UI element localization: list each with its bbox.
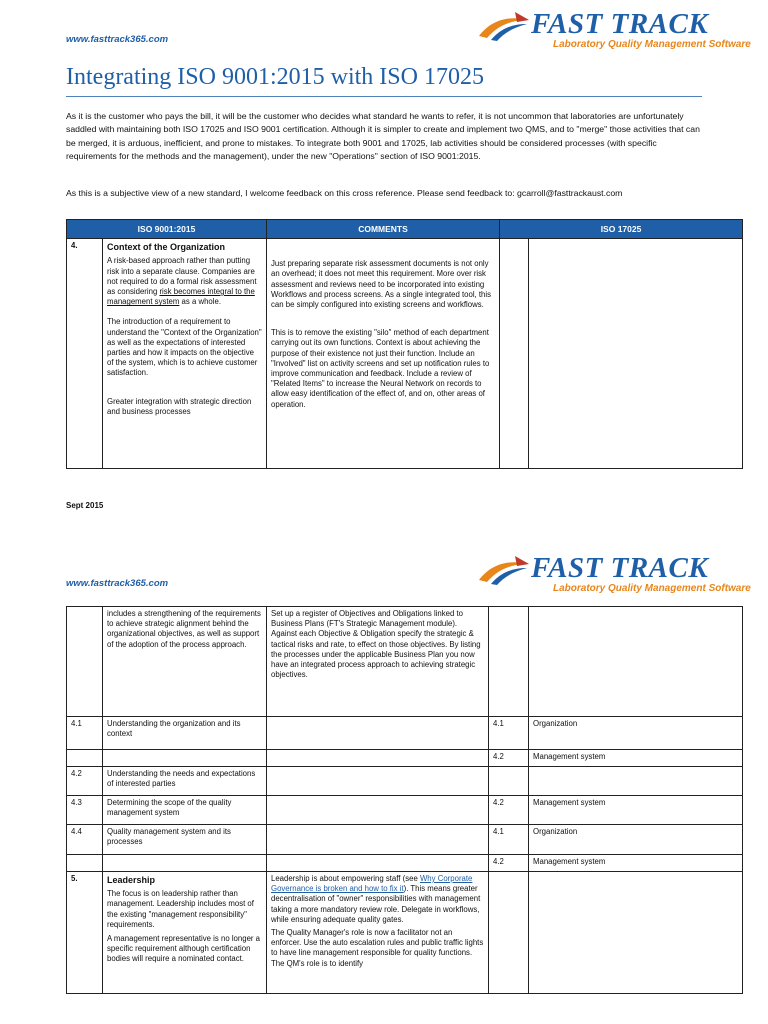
text-run: Leadership is about empowering staff (see xyxy=(271,874,420,883)
iso17025-cell xyxy=(529,872,743,994)
clause-number: 4.3 xyxy=(67,796,103,825)
iso17025-number: 4.2 xyxy=(489,855,529,872)
text-run: as a whole. xyxy=(179,297,221,307)
clause-cell: Determining the scope of the quality management system xyxy=(103,796,267,825)
comment-paragraph: This is to remove the existing "silo" method of each department carrying out its own functions. Context is about achieving the purpose of their existence not just their function. Include an "Involved" list on activity screens and set up notification rules to improve communication and feedback. Include a review of "Related Items" to increase the Neural Network on records to allow easy identification of the effect of, and on, other areas of operation. xyxy=(271,328,490,409)
iso17025-number xyxy=(500,239,529,469)
iso17025-number xyxy=(489,872,529,994)
clause-cell: Quality management system and its processes xyxy=(103,825,267,855)
swoosh-logo-icon xyxy=(477,10,531,42)
logo-name: FAST TRACK xyxy=(531,552,709,584)
title-divider xyxy=(66,96,702,97)
iso17025-cell: Management system xyxy=(529,855,743,872)
iso17025-number: 4.1 xyxy=(489,825,529,855)
website-link[interactable]: www.fasttrack365.com xyxy=(66,34,169,45)
table-row xyxy=(67,796,743,825)
header-iso17025: ISO 17025 xyxy=(500,220,743,239)
clause-cell xyxy=(103,239,267,469)
iso17025-number: 4.2 xyxy=(489,750,529,767)
clause-paragraph: The focus is on leadership rather than management. Leadership includes most of the existing "management responsibility" requirements. xyxy=(107,889,254,929)
iso17025-number: 4.2 xyxy=(489,796,529,825)
cross-reference-table-page-1 xyxy=(66,219,743,469)
clause-paragraph: A management representative is no longer a specific requirement although certification bodies will require a nominated contact. xyxy=(107,934,260,964)
comment-paragraph: Just preparing separate risk assessment documents is not only an overhead; it does not meet this requirement. More over risk assessment and reviews need to be incorporated into existing Workflows and process screens. As a single integrated tool, this can be simply configured into existing screens and workflows. xyxy=(271,259,492,310)
clause-paragraph xyxy=(107,256,262,307)
comment-cell xyxy=(267,767,489,796)
table-row xyxy=(67,607,743,717)
cross-reference-table-page-2 xyxy=(66,606,743,994)
table-row xyxy=(67,717,743,750)
iso17025-number xyxy=(489,767,529,796)
table-header-row xyxy=(67,220,743,239)
clause-paragraph: The introduction of a requirement to understand the "Context of the Organization" as well as the expectations of interested parties and how it impacts on the objective of the system, which is to achieve customer satisfaction. xyxy=(107,317,262,378)
comment-cell xyxy=(267,796,489,825)
header-iso9001: ISO 9001:2015 xyxy=(67,220,267,239)
fast-track-logo xyxy=(477,8,751,54)
clause-title: Context of the Organization xyxy=(107,242,225,253)
table-row xyxy=(67,239,743,469)
table-row xyxy=(67,872,743,994)
header-comments: COMMENTS xyxy=(267,220,500,239)
clause-number xyxy=(67,607,103,717)
table-row xyxy=(67,767,743,796)
feedback-paragraph: As this is a subjective view of a new standard, I welcome feedback on this cross reference. Please send feedback to: gcarroll@fasttrackaust.com xyxy=(66,188,623,198)
corporate-governance-link[interactable]: Why Corporate Governance is broken and how to fix it xyxy=(271,874,473,894)
page-header xyxy=(66,552,751,602)
clause-cell xyxy=(103,872,267,994)
table-row xyxy=(67,825,743,855)
logo-name: FAST TRACK xyxy=(531,8,709,40)
comment-paragraph: The Quality Manager's role is now a facilitator not an enforcer. Use the auto escalation rules and public traffic lights to have line management responsible for quality functions. The QM's role is to identify xyxy=(271,928,484,968)
clause-number: 4.4 xyxy=(67,825,103,855)
page-title: Integrating ISO 9001:2015 with ISO 17025 xyxy=(66,64,484,90)
logo-tagline: Laboratory Quality Management Software xyxy=(553,39,751,50)
comment-cell xyxy=(267,239,500,469)
comment-cell xyxy=(267,717,489,750)
comment-cell xyxy=(267,825,489,855)
clause-cell: includes a strengthening of the requirements to achieve strategic alignment behind the organizational objectives, as well as support of the adoption of the process approach. xyxy=(103,607,267,717)
iso17025-cell xyxy=(529,239,743,469)
table-row xyxy=(67,750,743,767)
page-footer-date: Sept 2015 xyxy=(66,501,104,510)
logo-tagline: Laboratory Quality Management Software xyxy=(553,583,751,594)
fast-track-logo xyxy=(477,552,751,598)
clause-number: 4.1 xyxy=(67,717,103,750)
text-run: A risk-based approach rather than putting risk into a separate clause. Companies are not required to do a formal risk assessment as considering xyxy=(107,256,257,297)
swoosh-logo-icon xyxy=(477,554,531,586)
clause-cell xyxy=(103,750,267,767)
clause-cell xyxy=(103,855,267,872)
iso17025-cell: Organization xyxy=(529,825,743,855)
iso17025-cell: Management system xyxy=(529,796,743,825)
iso17025-cell xyxy=(529,767,743,796)
underlined-text: risk becomes integral to the management system xyxy=(107,287,255,307)
iso17025-cell: Management system xyxy=(529,750,743,767)
comment-paragraph xyxy=(271,874,484,925)
iso17025-number xyxy=(489,607,529,717)
clause-number xyxy=(67,855,103,872)
comment-cell: Set up a register of Objectives and Obligations linked to Business Plans (FT's Strategic Management module). Against each Objective & Obligation specify the strategic & tactical risks and rate, to effect on those objectives. By listing the processes under the applicable Business Plan you now have an integrated process approach to achieving strategic objectives. xyxy=(267,607,489,717)
clause-number: 5. xyxy=(67,872,103,994)
clause-cell: Understanding the needs and expectations of interested parties xyxy=(103,767,267,796)
iso17025-cell: Organization xyxy=(529,717,743,750)
table-row xyxy=(67,855,743,872)
clause-title: Leadership xyxy=(107,875,156,885)
iso17025-number: 4.1 xyxy=(489,717,529,750)
clause-cell: Understanding the organization and its context xyxy=(103,717,267,750)
comment-cell xyxy=(267,872,489,994)
clause-number xyxy=(67,750,103,767)
website-link[interactable]: www.fasttrack365.com xyxy=(66,578,169,589)
intro-paragraph: As it is the customer who pays the bill, it will be the customer who decides what standard he wants to refer, it is not uncommon that laboratories are unfortunately saddled with maintaining both ISO 17025 and ISO 9001 certification. Although it is simpler to create and implement two QMS, and to "merge" those activities that can be merged, it is arduous, inefficient, and prone to mistakes. To integrate both 9001 and 17025, lab activities should be considered processes (with specific requirements for the methods and the management), under the new "Operations" section of ISO 9001:2015. xyxy=(66,111,700,162)
iso17025-cell xyxy=(529,607,743,717)
comment-cell xyxy=(267,855,489,872)
clause-paragraph: Greater integration with strategic direction and business processes xyxy=(107,396,252,416)
clause-number: 4. xyxy=(67,239,103,469)
clause-number: 4.2 xyxy=(67,767,103,796)
text-run: ). This means greater decentralisation of "owner" responsibilities with management taking a more mandatory review role. Delegate in workflows, while ensuring adequate quality gates. xyxy=(271,884,481,924)
page-header xyxy=(66,8,751,58)
comment-cell xyxy=(267,750,489,767)
